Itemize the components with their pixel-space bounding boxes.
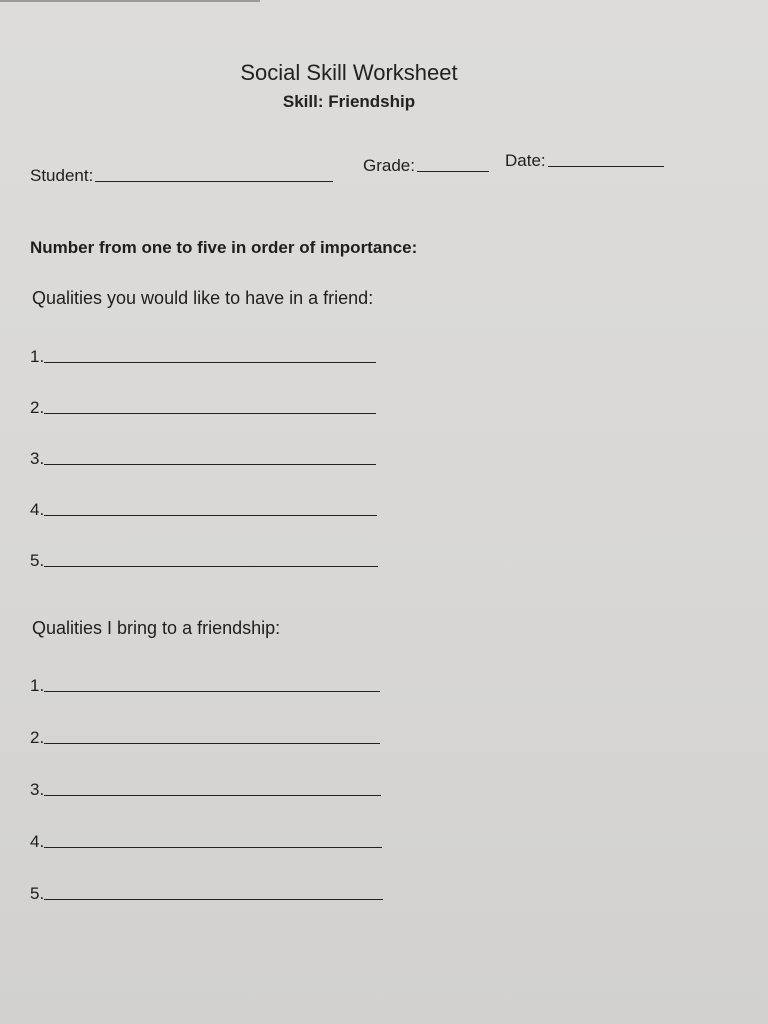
list-item[interactable] [30, 418, 378, 469]
answer-blank[interactable] [44, 794, 381, 796]
student-blank[interactable] [95, 180, 333, 182]
item-number: 2. [30, 398, 45, 417]
answer-blank[interactable] [44, 742, 380, 744]
item-number: 4. [30, 500, 45, 519]
answer-blank[interactable] [44, 898, 383, 900]
instruction-text: Number from one to five in order of importance: [30, 238, 418, 257]
answer-blank[interactable] [44, 463, 376, 465]
item-number: 3. [30, 780, 45, 799]
grade-label: Grade: [363, 156, 415, 175]
list-item[interactable] [30, 469, 378, 520]
page-top-edge [0, 0, 260, 2]
list-item[interactable] [30, 800, 383, 852]
item-number: 1. [30, 347, 45, 366]
student-field[interactable] [30, 166, 333, 186]
list-item[interactable] [30, 520, 378, 571]
list-item[interactable] [30, 316, 378, 367]
worksheet-skill: Skill: Friendship [282, 92, 416, 111]
item-number: 5. [30, 551, 45, 570]
list-item[interactable] [30, 748, 383, 800]
item-number: 3. [30, 449, 45, 468]
answer-blank[interactable] [44, 514, 377, 516]
answer-blank[interactable] [44, 565, 378, 567]
worksheet-title: Social Skill Worksheet [240, 60, 458, 85]
grade-blank[interactable] [417, 170, 489, 172]
list-item[interactable] [30, 367, 378, 418]
date-field[interactable] [505, 151, 664, 171]
answer-blank[interactable] [44, 690, 380, 692]
friend-qualities-list [30, 316, 378, 571]
answer-blank[interactable] [44, 412, 376, 414]
answer-blank[interactable] [44, 846, 382, 848]
item-number: 5. [30, 884, 45, 903]
date-blank[interactable] [548, 165, 664, 167]
list-item[interactable] [30, 644, 383, 696]
item-number: 4. [30, 832, 45, 851]
item-number: 1. [30, 676, 45, 695]
grade-field[interactable] [363, 156, 489, 176]
date-label: Date: [505, 151, 546, 170]
item-number: 2. [30, 728, 45, 747]
section-heading-my-qualities: Qualities I bring to a friendship: [32, 618, 281, 638]
list-item[interactable] [30, 696, 383, 748]
list-item[interactable] [30, 852, 383, 904]
student-label: Student: [30, 166, 94, 185]
my-qualities-list [30, 644, 383, 904]
answer-blank[interactable] [44, 361, 376, 363]
section-heading-friend-qualities: Qualities you would like to have in a friend: [32, 288, 374, 308]
